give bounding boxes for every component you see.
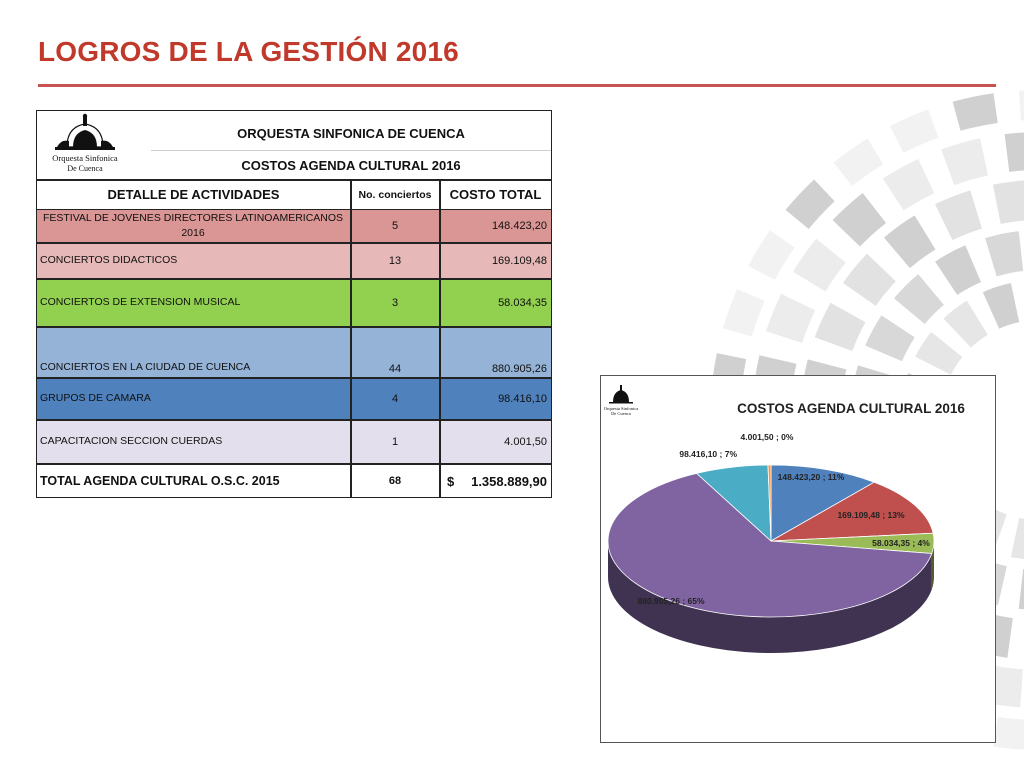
row-concerts: 1 bbox=[391, 435, 399, 448]
table-title: ORQUESTA SINFONICA DE CUENCA bbox=[237, 125, 465, 141]
decor-tile bbox=[983, 283, 1019, 329]
row-cost: 4.001,50 bbox=[504, 435, 547, 448]
row-cost: 98.416,10 bbox=[498, 392, 547, 405]
header-detail: DETALLE DE ACTIVIDADES bbox=[107, 187, 280, 202]
pie-data-label: 169.109,48 ; 13% bbox=[837, 510, 905, 520]
decor-tile bbox=[1019, 90, 1024, 121]
title-divider bbox=[38, 84, 996, 87]
total-cost: 1.358.889,90 bbox=[471, 473, 547, 489]
decor-tile bbox=[786, 179, 835, 229]
total-label: TOTAL AGENDA CULTURAL O.S.C. 2015 bbox=[40, 474, 280, 488]
svg-text:De Cuenca: De Cuenca bbox=[611, 411, 631, 416]
decor-tile bbox=[943, 301, 987, 348]
row-detail: CONCIERTOS DE EXTENSION MUSICAL bbox=[40, 296, 241, 308]
decor-tile bbox=[1011, 518, 1024, 560]
decor-tile bbox=[935, 245, 981, 295]
row-detail: CAPACITACION SECCION CUERDAS bbox=[40, 435, 223, 447]
decor-tile bbox=[833, 193, 886, 246]
pie-data-label: 880.905,26 ; 65% bbox=[637, 596, 705, 606]
row-cost: 169.109,48 bbox=[491, 254, 547, 267]
decor-tile bbox=[993, 180, 1024, 224]
decor-tile bbox=[985, 231, 1023, 276]
decor-tile bbox=[941, 138, 988, 185]
decor-tile bbox=[748, 230, 794, 280]
decor-tile bbox=[894, 274, 944, 324]
decor-tile bbox=[833, 139, 883, 186]
pie-data-label: 58.034,35 ; 4% bbox=[872, 538, 930, 548]
decor-tile bbox=[1019, 569, 1024, 610]
row-detail: CONCIERTOS EN LA CIUDAD DE CUENCA bbox=[40, 361, 251, 373]
pie-chart bbox=[601, 376, 997, 744]
row-cost: 58.034,35 bbox=[498, 296, 547, 309]
row-detail: CONCIERTOS DIDACTICOS bbox=[40, 254, 178, 266]
decor-tile bbox=[815, 303, 866, 351]
row-concerts: 13 bbox=[388, 254, 402, 267]
row-concerts: 3 bbox=[391, 296, 399, 309]
pie-chart-box bbox=[600, 375, 996, 743]
decor-tile bbox=[843, 254, 896, 306]
row-cost: 880.905,26 bbox=[491, 363, 547, 375]
chart-logo bbox=[604, 385, 639, 416]
row-cost: 148.423,20 bbox=[491, 220, 547, 232]
pie-data-label: 98.416,10 ; 7% bbox=[679, 449, 737, 459]
logo-line-2: De Cuenca bbox=[67, 164, 103, 173]
decor-tile bbox=[865, 315, 915, 361]
orchestra-logo bbox=[37, 111, 151, 179]
pie-data-label: 148.423,20 ; 11% bbox=[777, 472, 845, 482]
row-concerts: 5 bbox=[391, 220, 399, 232]
table-subtitle: COSTOS AGENDA CULTURAL 2016 bbox=[241, 157, 461, 173]
total-concerts: 68 bbox=[388, 475, 402, 487]
decor-tile bbox=[994, 717, 1024, 750]
total-currency: $ bbox=[447, 473, 455, 489]
decor-tile bbox=[884, 215, 936, 268]
logo-line-1: Orquesta Sinfonica bbox=[52, 153, 118, 163]
row-detail: FESTIVAL DE JOVENES DIRECTORES LATINOAMERICANOS 2016 bbox=[42, 212, 344, 239]
decor-tile bbox=[766, 294, 815, 343]
decor-tile bbox=[953, 93, 998, 130]
slide-title: LOGROS DE LA GESTIÓN 2016 bbox=[38, 36, 459, 67]
decor-tile bbox=[935, 190, 982, 240]
decor-tile bbox=[890, 110, 938, 153]
svg-text:Orquesta Sinfonica: Orquesta Sinfonica bbox=[603, 406, 639, 411]
chart-title: COSTOS AGENDA CULTURAL 2016 bbox=[737, 401, 965, 416]
header-concerts: No. conciertos bbox=[358, 188, 432, 201]
decor-tile bbox=[1005, 132, 1024, 172]
row-concerts: 44 bbox=[388, 363, 402, 375]
pie-data-label: 4.001,50 ; 0% bbox=[740, 432, 794, 442]
decor-tile bbox=[915, 332, 962, 375]
decor-tile bbox=[793, 239, 846, 292]
cost-table bbox=[36, 110, 552, 498]
row-detail: GRUPOS DE CAMARA bbox=[40, 392, 151, 404]
row-concerts: 4 bbox=[391, 392, 399, 405]
header-cost: COSTO TOTAL bbox=[449, 187, 542, 202]
decor-tile bbox=[723, 289, 765, 337]
decor-tile bbox=[883, 159, 934, 210]
